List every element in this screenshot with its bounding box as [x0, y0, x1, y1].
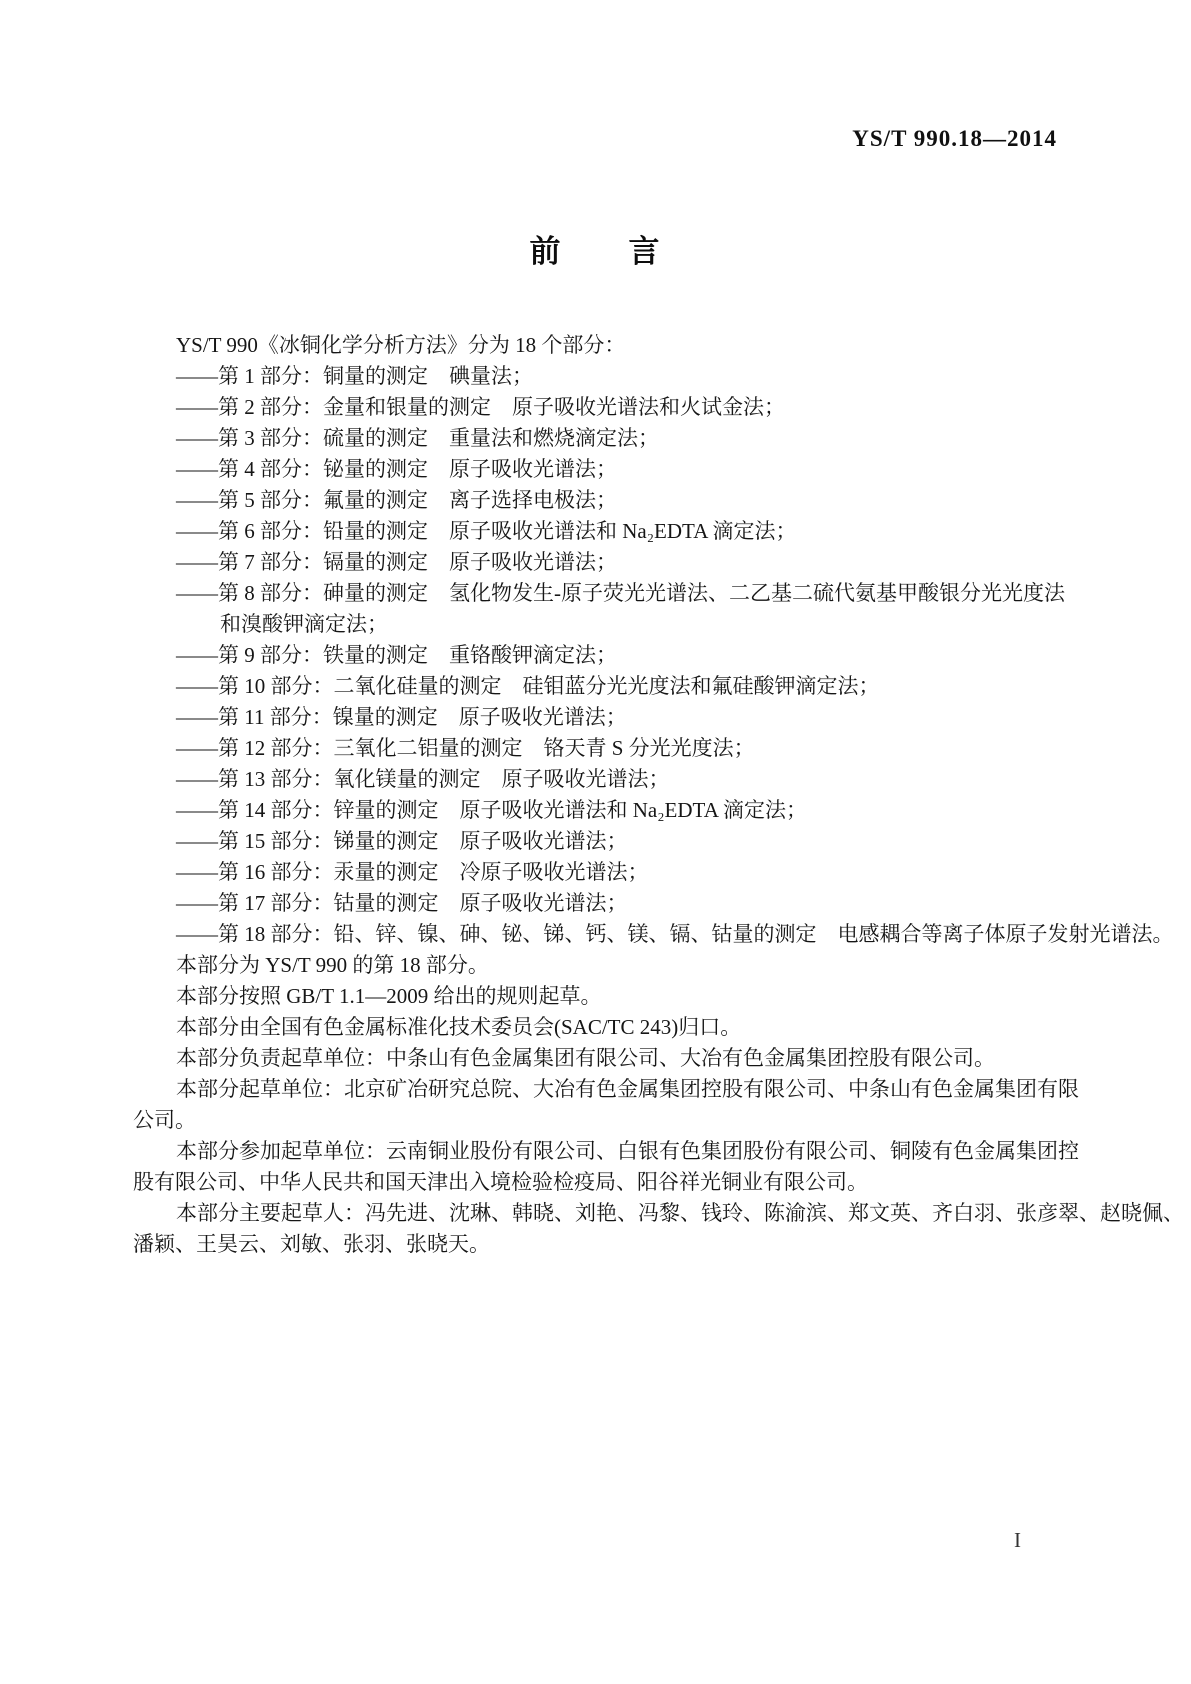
text-line: YS/T 990《冰铜化学分析方法》分为 18 个部分： [176, 333, 626, 357]
text-line: ——第 6 部分：铅量的测定 原子吸收光谱法和 Na₂EDTA 滴定法； [176, 519, 797, 543]
page-title: 前 言 [529, 234, 662, 269]
text-line: ——第 4 部分：铋量的测定 原子吸收光谱法； [176, 457, 617, 481]
text-line: ——第 17 部分：钴量的测定 原子吸收光谱法； [176, 891, 628, 915]
text-line: ——第 9 部分：铁量的测定 重铬酸钾滴定法； [176, 643, 617, 667]
text-line: ——第 2 部分：金量和银量的测定 原子吸收光谱法和火试金法； [176, 395, 785, 419]
text-line: ——第 15 部分：锑量的测定 原子吸收光谱法； [176, 829, 628, 853]
text-line: ——第 11 部分：镍量的测定 原子吸收光谱法； [176, 705, 627, 729]
text-line: ——第 8 部分：砷量的测定 氢化物发生-原子荧光光谱法、二乙基二硫代氨基甲酸银分光光度法 [176, 581, 1065, 605]
text-line: ——第 5 部分：氟量的测定 离子选择电极法； [176, 488, 617, 512]
text-line: 本部分参加起草单位：云南铜业股份有限公司、白银有色集团股份有限公司、铜陵有色金属集团控 [176, 1139, 1079, 1163]
text-line: ——第 10 部分：二氧化硅量的测定 硅钼蓝分光光度法和氟硅酸钾滴定法； [176, 674, 880, 698]
text-line: 本部分由全国有色金属标准化技术委员会(SAC/TC 243)归口。 [176, 1015, 742, 1039]
text-line: ——第 14 部分：锌量的测定 原子吸收光谱法和 Na₂EDTA 滴定法； [176, 798, 807, 822]
text-line: 本部分为 YS/T 990 的第 18 部分。 [176, 953, 489, 977]
text-line: ——第 7 部分：镉量的测定 原子吸收光谱法； [176, 550, 617, 574]
text-line: ——第 18 部分：铅、锌、镍、砷、铋、锑、钙、镁、镉、钴量的测定 电感耦合等离子体原子发射光谱法。 [176, 922, 1174, 946]
text-line: 本部分按照 GB/T 1.1—2009 给出的规则起草。 [176, 984, 602, 1008]
text-line: 本部分主要起草人：冯先进、沈琳、韩晓、刘艳、冯黎、钱玲、陈渝滨、郑文英、齐白羽、张彦翠、赵晓佩、 [176, 1201, 1184, 1225]
foreword-body [133, 330, 1184, 1260]
text-line: 本部分起草单位：北京矿冶研究总院、大冶有色金属集团控股有限公司、中条山有色金属集团有限 [176, 1077, 1079, 1101]
standard-code: YS/T 990.18—2014 [852, 126, 1057, 151]
text-line: ——第 3 部分：硫量的测定 重量法和燃烧滴定法； [176, 426, 659, 450]
text-line: ——第 12 部分：三氧化二铝量的测定 铬天青 S 分光光度法； [176, 736, 755, 760]
text-line: 和溴酸钾滴定法； [220, 612, 388, 636]
text-line: ——第 1 部分：铜量的测定 碘量法； [176, 364, 533, 388]
text-line: 公司。 [133, 1108, 196, 1132]
text-line: 股有限公司、中华人民共和国天津出入境检验检疫局、阳谷祥光铜业有限公司。 [133, 1170, 868, 1194]
text-line: 本部分负责起草单位：中条山有色金属集团有限公司、大冶有色金属集团控股有限公司。 [176, 1046, 995, 1070]
text-line: ——第 16 部分：汞量的测定 冷原子吸收光谱法； [176, 860, 649, 884]
text-line: 潘颖、王昊云、刘敏、张羽、张晓天。 [133, 1232, 490, 1256]
text-line: ——第 13 部分：氧化镁量的测定 原子吸收光谱法； [176, 767, 670, 791]
page-number: I [1014, 1528, 1021, 1552]
